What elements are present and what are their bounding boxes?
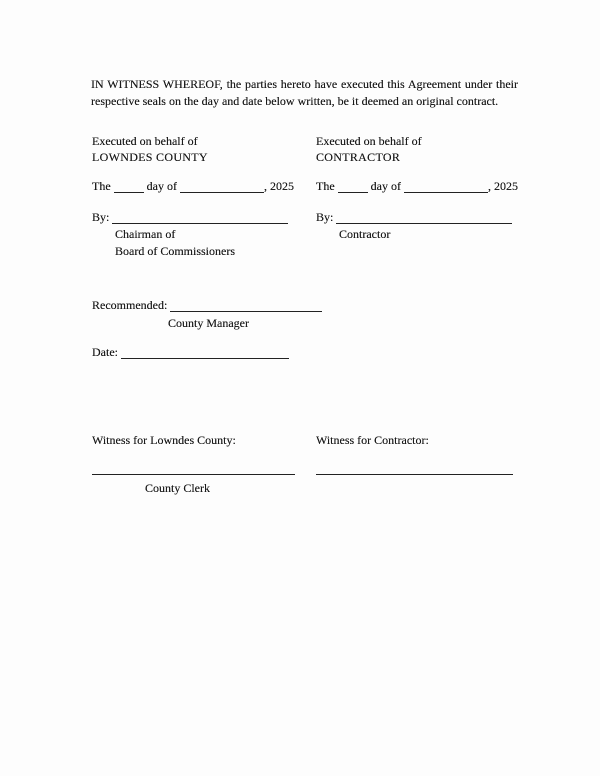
paragraph-line-1: IN WITNESS WHEREOF, the parties hereto have executed this Agreement under their [91,77,518,91]
signatory-title-county-clerk: County Clerk [145,481,210,495]
date-middle-text: day of [370,179,401,193]
signatory-title-county-manager: County Manager [168,316,249,330]
date-middle-text: day of [146,179,177,193]
day-blank-field [338,180,368,193]
executed-on-behalf-label-right: Executed on behalf of [316,134,422,148]
signatory-title-contractor: Contractor [339,227,391,241]
date-suffix-text: , 2025 [487,179,518,193]
date-prefix-text: The [92,179,111,193]
recommended-label: Recommended: [92,298,168,312]
witness-whereof-paragraph [91,76,518,110]
party-name-lowndes-county: LOWNDES COUNTY [92,150,208,164]
by-label: By: [316,210,334,224]
by-signature-blank-field [336,211,512,224]
witness-label-left: Witness for Lowndes County: [92,433,236,447]
by-signature-blank-field [112,211,288,224]
executed-on-behalf-label-left: Executed on behalf of [92,134,198,148]
month-blank-field [404,180,488,193]
recommended-line [92,298,322,313]
date-prefix-text: The [316,179,335,193]
date-blank-field [121,346,289,359]
execution-date-line-right [316,179,518,194]
month-blank-field [180,180,264,193]
signatory-title-chairman: Chairman of [115,227,176,241]
by-signature-line-left [92,210,288,225]
date-line [92,345,289,360]
execution-date-line-left [92,179,294,194]
by-label: By: [92,210,110,224]
date-suffix-text: , 2025 [263,179,294,193]
signatory-title-board: Board of Commissioners [115,244,235,258]
witness-signature-line-left [92,474,295,475]
witness-signature-line-right [316,474,513,475]
by-signature-line-right [316,210,512,225]
witness-label-right: Witness for Contractor: [316,433,429,447]
date-label: Date: [92,345,118,359]
recommended-signature-blank-field [170,299,322,312]
paragraph-line-2: respective seals on the day and date below written, be it deemed an original contract. [91,94,499,108]
day-blank-field [114,180,144,193]
party-name-contractor: CONTRACTOR [316,150,401,164]
